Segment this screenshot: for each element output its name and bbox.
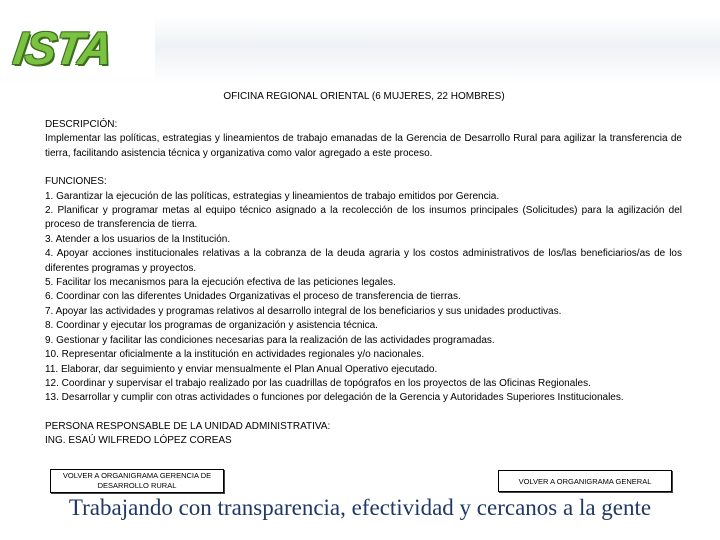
slogan: Trabajando con transparencia, efectividad y cercanos a la gente xyxy=(68,495,652,520)
funcion-item: 1. Garantizar la ejecución de las políticas, estrategias y lineamientos de trabajo emitidos por Gerencia. xyxy=(45,190,500,202)
funciones-heading: FUNCIONES: xyxy=(45,176,107,188)
funcion-item: 10. Representar oficialmente a la institución en actividades regionales y/o nacionales. xyxy=(45,349,425,361)
back-general-button[interactable]: VOLVER A ORGANIGRAMA GENERAL xyxy=(498,470,672,492)
responsable-name: ING. ESAÚ WILFREDO LÓPEZ COREAS xyxy=(45,435,232,447)
funcion-item: 2. Planificar y programar metas al equipo técnico asignado a la recolección de los insumos principales (Solicitudes) para la agilización del proceso de transferencia de tierra. xyxy=(45,205,682,231)
funcion-item: 9. Gestionar y facilitar las condiciones necesarias para la realización de las actividades programadas. xyxy=(45,334,495,346)
funcion-item: 3. Atender a los usuarios de la Institución. xyxy=(45,233,231,245)
funcion-item: 12. Coordinar y supervisar el trabajo realizado por las cuadrillas de topógrafos en los proyectos de las Oficinas Regionales. xyxy=(45,377,591,389)
descripcion-heading: DESCRIPCIÓN: xyxy=(45,119,118,130)
funcion-item: 4. Apoyar acciones institucionales relativas a la cobranza de la deuda agraria y los costos administrativos de los/las beneficiarios/as de los diferentes programas y proyectos. xyxy=(45,248,682,274)
funcion-item: 6. Coordinar con las diferentes Unidades Organizativas el proceso de transferencia de tierras. xyxy=(45,291,461,303)
funcion-item: 8. Coordinar y ejecutar los programas de organización y asistencia técnica. xyxy=(45,320,378,332)
content-body xyxy=(45,118,682,449)
logo-text: ISTA xyxy=(10,22,116,74)
funcion-item: 13. Desarrollar y cumplir con otras actividades o funciones por delegación de la Gerencia y Autoridades Superiores Institucionales. xyxy=(45,392,624,404)
ista-logo xyxy=(0,14,155,78)
funcion-item: 11. Elaborar, dar seguimiento y enviar mensualmente el Plan Anual Operativo ejecutado. xyxy=(45,363,438,375)
funcion-item: 7. Apoyar las actividades y programas relativos al desarrollo integral de los beneficiarios y sus unidades productivas. xyxy=(45,305,562,317)
funcion-item: 5. Facilitar los mecanismos para la ejecución efectiva de las peticiones legales. xyxy=(45,277,396,289)
funciones-list xyxy=(45,190,682,406)
descripcion-text: Implementar las políticas, estrategias y lineamientos de trabajo emanadas de la Gerencia de Desarrollo Rural para agilizar la transferencia de tierra, facilitando asistencia técnica y organizativa como valor agregado a este proceso. xyxy=(45,133,682,159)
back-gerencia-button[interactable]: VOLVER A ORGANIGRAMA GERENCIA DE DESARROLLO RURAL xyxy=(50,469,224,493)
responsable-heading: PERSONA RESPONSABLE DE LA UNIDAD ADMINISTRATIVA: xyxy=(45,420,331,432)
page-title: OFICINA REGIONAL ORIENTAL (6 MUJERES, 22 HOMBRES) xyxy=(223,91,505,102)
